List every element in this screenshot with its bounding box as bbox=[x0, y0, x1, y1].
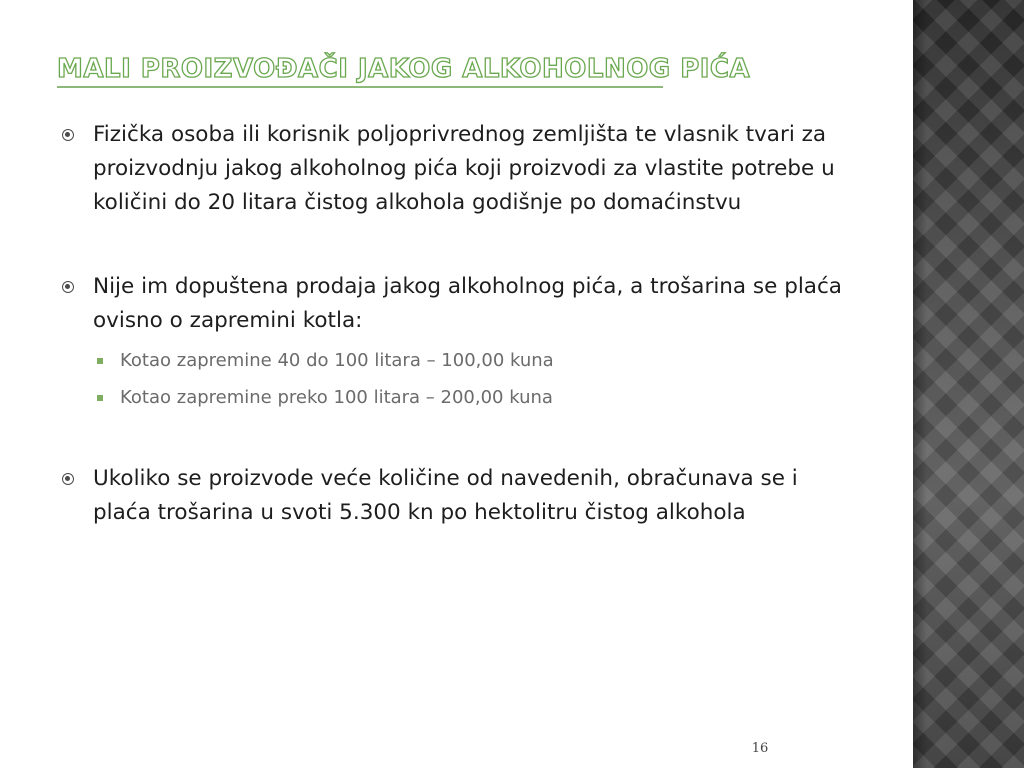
page-number: 16 bbox=[751, 741, 769, 756]
circled-dot-icon bbox=[62, 129, 74, 141]
circled-dot-icon bbox=[62, 473, 74, 485]
bullet-list bbox=[62, 118, 842, 530]
circled-dot-icon bbox=[62, 281, 74, 293]
sub-bullet-item bbox=[62, 379, 842, 416]
bullet-text: Fizička osoba ili korisnik poljoprivrednog zemljišta te vlasnik tvari za proizvodnju jakog alkoholnog pića koji proizvodi za vlastite potrebe u količini do 20 litara čistog alkohola godišnje po domaćinstvu bbox=[93, 122, 835, 215]
title-underline bbox=[57, 86, 663, 88]
green-square-icon bbox=[97, 358, 103, 364]
bullet-text: Ukoliko se proizvode veće količine od navedenih, obračunava se i plaća trošarina u svoti 5.300 kn po hektolitru čistog alkohola bbox=[93, 466, 798, 525]
sub-bullet-text: Kotao zapremine preko 100 litara – 200,00 kuna bbox=[120, 387, 553, 408]
bullet-text: Nije im dopuštena prodaja jakog alkoholnog pića, a trošarina se plaća ovisno o zapremini kotla: bbox=[93, 274, 842, 333]
bullet-item bbox=[62, 270, 842, 338]
bullet-item bbox=[62, 462, 842, 530]
slide-title: MALI PROIZVOĐAČI JAKOG ALKOHOLNOG PIĆA bbox=[57, 54, 751, 84]
sub-bullet-list bbox=[62, 342, 842, 416]
bullet-item bbox=[62, 118, 842, 220]
sub-bullet-text: Kotao zapremine 40 do 100 litara – 100,00 kuna bbox=[120, 350, 554, 371]
decorative-side-panel bbox=[913, 0, 1024, 768]
sub-bullet-item bbox=[62, 342, 842, 379]
green-square-icon bbox=[97, 395, 103, 401]
